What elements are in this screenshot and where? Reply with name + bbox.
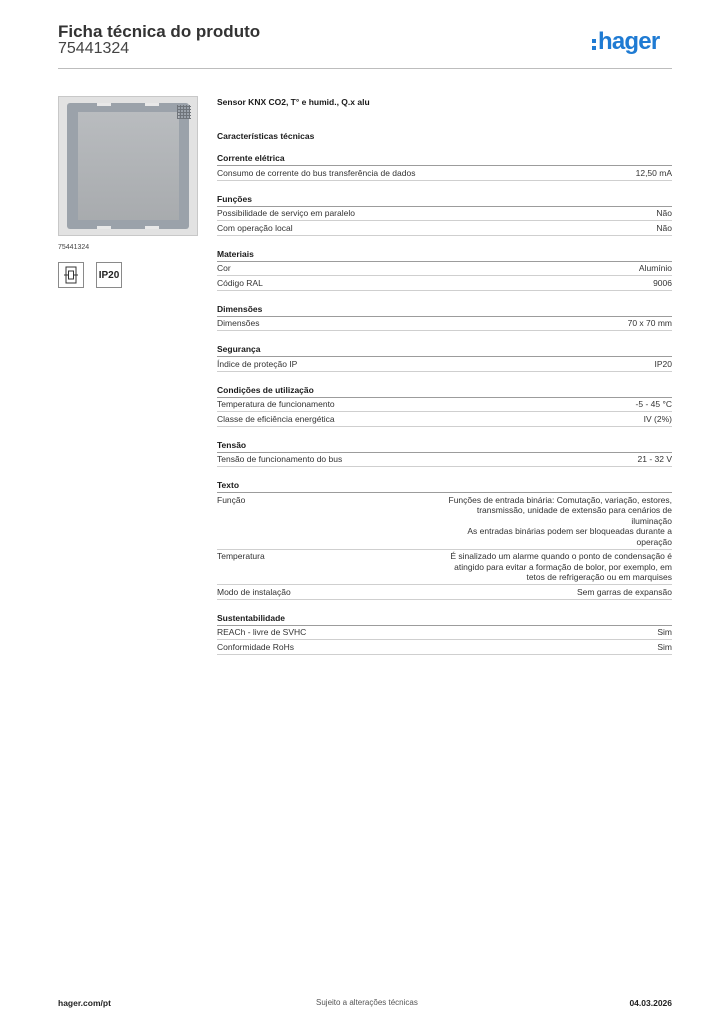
spec-group <box>217 344 672 372</box>
spec-value: Funções de entrada binária: Comutação, variação, estores, transmissão, unidade de extensão para cenários de iluminação As entradas binárias podem ser bloqueadas durante a operação <box>448 494 672 547</box>
spec-row <box>217 221 672 236</box>
spec-content <box>217 96 672 655</box>
spec-group-title: Segurança <box>217 344 672 357</box>
ip-rating-badge: IP20 <box>96 262 122 288</box>
frame-notch <box>97 226 111 229</box>
spec-group <box>217 480 672 600</box>
spec-label: Temperatura <box>217 551 265 561</box>
spec-label: Índice de proteção IP <box>217 358 298 369</box>
spec-group <box>217 194 672 236</box>
spec-label: Possibilidade de serviço em paralelo <box>217 208 355 218</box>
spec-value: É sinalizado um alarme quando o ponto de condensação é atingido para evitar a formação de bolor, por exemplo, em tetos de refrigeração ou em marquises <box>450 551 672 582</box>
frame-notch <box>145 226 159 229</box>
spec-label: Cor <box>217 263 231 273</box>
spec-group-title: Funções <box>217 194 672 207</box>
footer-date: 04.03.2026 <box>629 998 672 1008</box>
spec-row <box>217 640 672 655</box>
spec-value: -5 - 45 °C <box>635 399 672 409</box>
spec-group-title: Sustentabilidade <box>217 613 672 626</box>
spec-group-title: Dimensões <box>217 304 672 317</box>
spec-group <box>217 249 672 291</box>
spec-value: Não <box>656 208 672 218</box>
spec-value: Sem garras de expansão <box>577 586 672 597</box>
frame-notch <box>97 103 111 106</box>
spec-value: Sim <box>657 627 672 637</box>
spec-row <box>217 585 672 600</box>
spec-label: Função <box>217 494 246 505</box>
footer-website[interactable]: hager.com/pt <box>58 998 111 1008</box>
photo-caption: 75441324 <box>58 244 90 251</box>
mounting-box-icon <box>58 262 84 288</box>
spec-value: 70 x 70 mm <box>627 318 672 328</box>
spec-value: IP20 <box>654 358 672 369</box>
spec-group <box>217 304 672 332</box>
spec-value: 9006 <box>653 277 672 288</box>
spec-group-title: Tensão <box>217 440 672 453</box>
spec-label: REACh - livre de SVHC <box>217 627 307 637</box>
spec-label: Consumo de corrente do bus transferência de dados <box>217 167 416 178</box>
section-title: Características técnicas <box>217 131 315 141</box>
spec-row <box>217 398 672 413</box>
spec-row <box>217 626 672 641</box>
product-photo <box>58 96 198 236</box>
spec-value: Alumínio <box>638 263 672 273</box>
spec-value: IV (2%) <box>643 413 672 424</box>
spec-row <box>217 550 672 586</box>
spec-group <box>217 153 672 181</box>
spec-value: 21 - 32 V <box>637 454 672 464</box>
spec-row <box>217 317 672 332</box>
spec-group-title: Texto <box>217 480 672 493</box>
spec-label: Dimensões <box>217 318 260 328</box>
spec-row <box>217 412 672 427</box>
sensor-grille-icon <box>177 105 191 119</box>
spec-row <box>217 493 672 550</box>
footer-note: Sujeito a alterações técnicas <box>316 998 418 1007</box>
product-plate <box>78 112 179 220</box>
spec-row <box>217 357 672 372</box>
spec-label: Classe de eficiência energética <box>217 413 335 424</box>
page-title: Ficha técnica do produto <box>58 22 261 41</box>
product-number: 75441324 <box>58 40 130 57</box>
spec-group-title: Condições de utilização <box>217 385 672 398</box>
spec-label: Código RAL <box>217 277 263 288</box>
frame-notch <box>145 103 159 106</box>
spec-group <box>217 613 672 655</box>
spec-row <box>217 453 672 468</box>
spec-label: Tensão de funcionamento do bus <box>217 454 343 464</box>
hager-logo[interactable] <box>592 28 659 56</box>
spec-group-title: Materiais <box>217 249 672 262</box>
spec-label: Conformidade RoHs <box>217 641 295 652</box>
header-divider <box>58 68 672 69</box>
spec-row <box>217 166 672 181</box>
logo-text: hager <box>598 28 660 55</box>
spec-row <box>217 276 672 291</box>
spec-label: Com operação local <box>217 222 293 233</box>
spec-row <box>217 262 672 277</box>
spec-group <box>217 440 672 468</box>
spec-label: Modo de instalação <box>217 586 291 597</box>
spec-value: Sim <box>657 641 672 652</box>
spec-groups <box>217 153 672 655</box>
spec-group <box>217 385 672 427</box>
product-title: Sensor KNX CO2, T° e humid., Q.x alu <box>217 97 370 107</box>
logo-dots-icon <box>592 39 596 50</box>
spec-value: Não <box>656 222 672 233</box>
spec-label: Temperatura de funcionamento <box>217 399 335 409</box>
spec-value: 12,50 mA <box>635 167 672 178</box>
spec-row <box>217 207 672 222</box>
spec-group-title: Corrente elétrica <box>217 153 672 166</box>
